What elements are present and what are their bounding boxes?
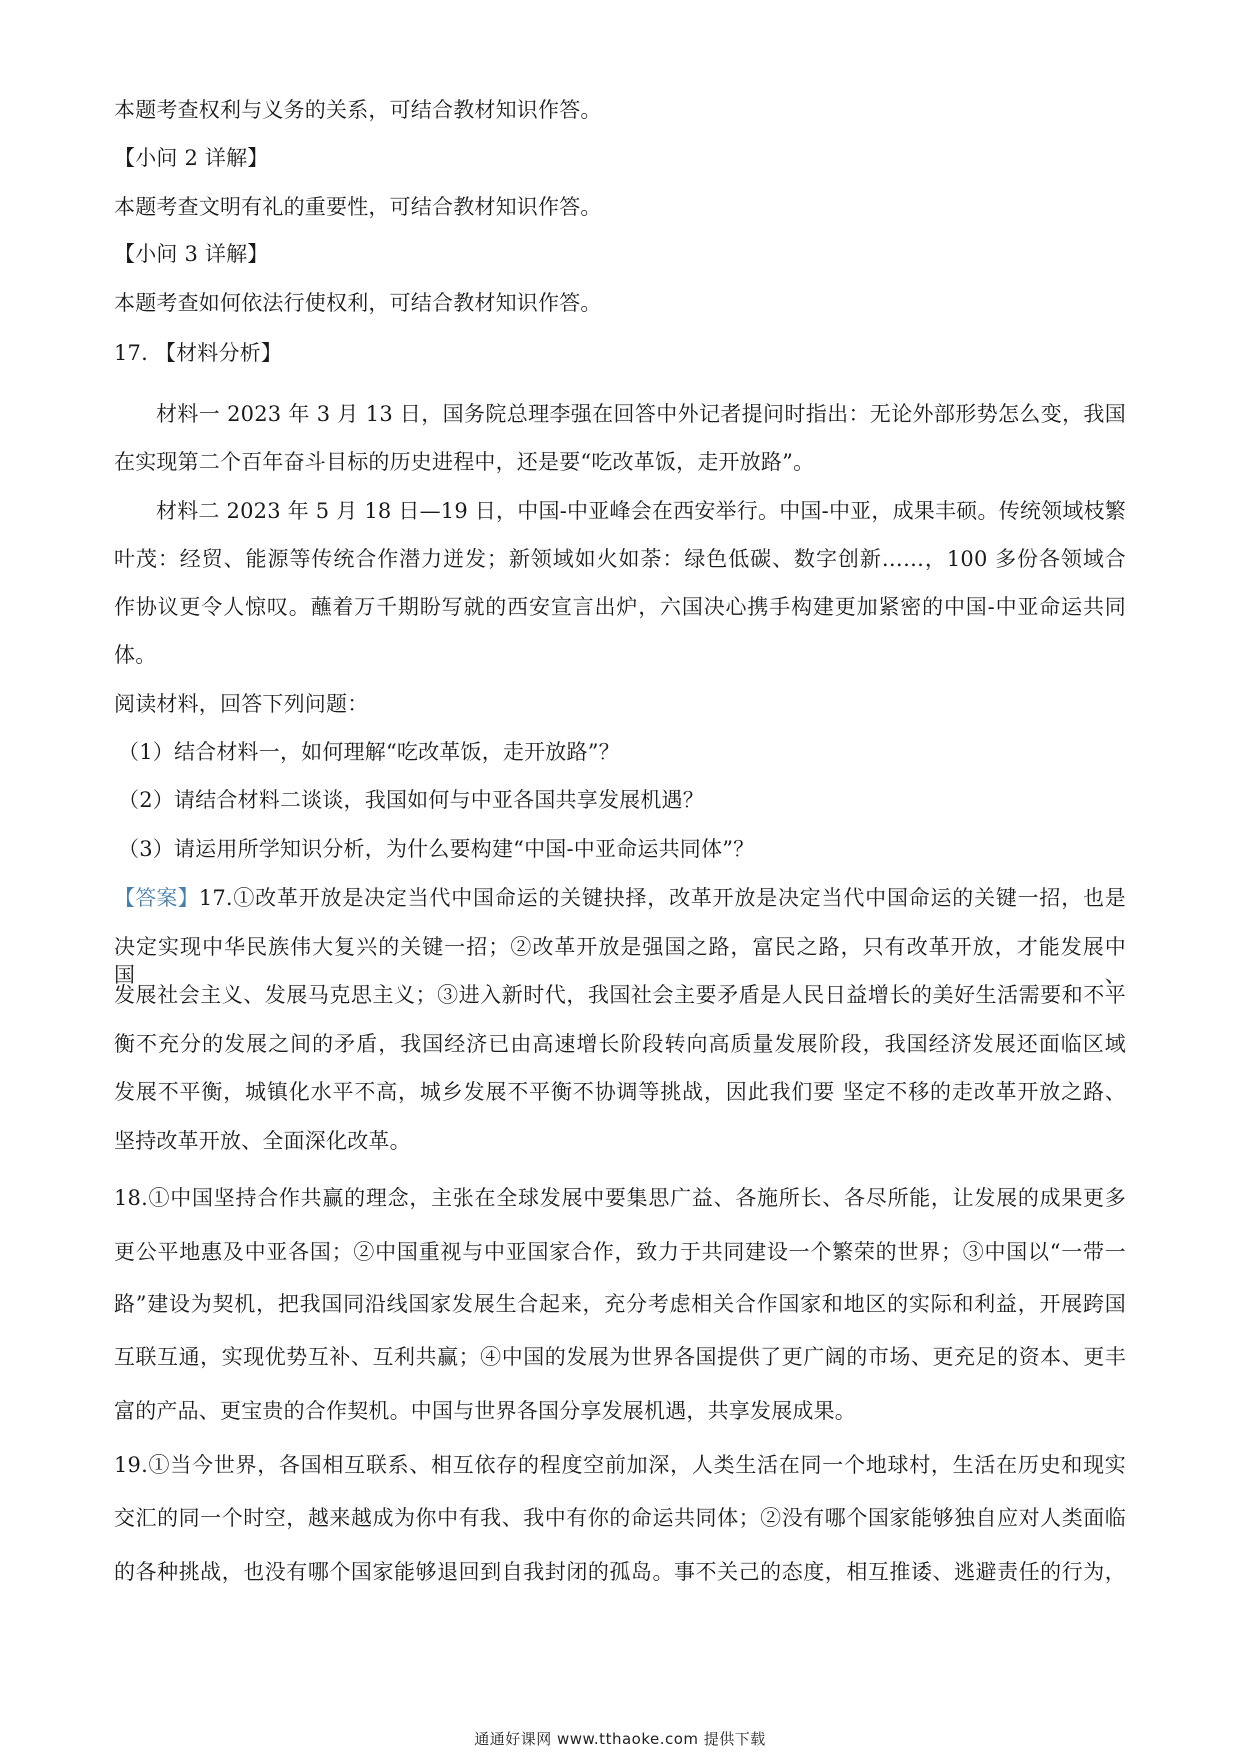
question-item: （2）请结合材料二谈谈，我国如何与中亚各国共享发展机遇？ [118,788,704,812]
material-line: 作协议更令人惊叹。蘸着万千期盼写就的西安宣言出炉，六国决心携手构建更加紧密的中国-中亚命运共同 [114,595,1126,619]
answer-line: 坚持改革开放、全面深化改革。 [114,1129,411,1153]
answer-line: 发展不平衡，城镇化水平不高，城乡发展不平衡不协调等挑战，因此我们要 坚定不移的走改革开放之路、 [114,1080,1126,1104]
answer-line: 更公平地惠及中亚各国；②中国重视与中亚国家合作，致力于共同建设一个繁荣的世界；③中国以“一带一 [114,1240,1126,1264]
answer-line [114,884,1126,912]
material-line: 叶茂：经贸、能源等传统合作潜力迸发；新领域如火如荼：绿色低碳、数字创新……，100 多份各领域合 [114,547,1126,571]
material-line: 材料一 2023 年 3 月 13 日，国务院总理李强在回答中外记者提问时指出：无论外部形势怎么变，我国 [156,402,1126,426]
answer-line: 互联互通，实现优势互补、互利共赢；④中国的发展为世界各国提供了更广阔的市场、更充足的资本、更丰 [114,1345,1126,1369]
section-heading: 【小问 2 详解】 [114,146,269,170]
question-heading: 17. 【材料分析】 [114,341,283,365]
answer-tag: 【答案】 [114,886,199,910]
answer-line: 路”建设为契机，把我国同沿线国家发展生合起来，充分考虑相关合作国家和地区的实际和利益，开展跨国 [114,1292,1126,1316]
question-item: （1）结合材料一，如何理解“吃改革饭，走开放路”？ [118,740,620,764]
answer-line: 18.①中国坚持合作共赢的理念，主张在全球发展中要集思广益、各施所长、各尽所能，让发展的成果更多 [114,1186,1126,1210]
section-heading: 【小问 3 详解】 [114,242,269,266]
question-item: （3）请运用所学知识分析，为什么要构建“中国-中亚命运共同体”？ [118,837,755,861]
paragraph-line: 本题考查如何依法行使权利，可结合教材知识作答。 [114,291,602,315]
answer-line: 发展社会主义、发展马克思主义；③进入新时代，我国社会主要矛盾是人民日益增长的美好生活需要和不平 [114,983,1126,1007]
paragraph-line: 本题考查文明有礼的重要性，可结合教材知识作答。 [114,195,602,219]
material-line: 体。 [114,643,157,667]
answer-text: 17.①改革开放是决定当代中国命运的关键抉择，改革开放是决定当代中国命运的关键一招，也是 [198,886,1126,910]
answer-line: 决定实现中华民族伟大复兴的关键一招；②改革开放是强国之路，富民之路，只有改革开放，才能发展中国、 [114,935,1126,987]
answer-line: 交汇的同一个时空，越来越成为你中有我、我中有你的命运共同体；②没有哪个国家能够独自应对人类面临 [114,1506,1126,1530]
paragraph-line: 本题考查权利与义务的关系，可结合教材知识作答。 [114,98,602,122]
answer-line: 的各种挑战，也没有哪个国家能够退回到自我封闭的孤岛。事不关己的态度，相互推诿、逃避责任的行为， [114,1560,1126,1584]
material-line: 在实现第二个百年奋斗目标的历史进程中，还是要“吃改革饭，走开放路”。 [114,450,815,474]
footer-text: 通通好课网 www.tthaoke.com 提供下载 [474,1730,766,1748]
answer-line: 富的产品、更宝贵的合作契机。中国与世界各国分享发展机遇，共享发展成果。 [114,1399,856,1423]
material-line: 材料二 2023 年 5 月 18 日—19 日，中国-中亚峰会在西安举行。中国-中亚，成果丰硕。传统领域枝繁 [156,499,1126,523]
instruction-line: 阅读材料，回答下列问题： [114,692,369,716]
answer-line: 19.①当今世界，各国相互联系、相互依存的程度空前加深，人类生活在同一个地球村，生活在历史和现实 [114,1453,1126,1477]
answer-line: 衡不充分的发展之间的矛盾，我国经济已由高速增长阶段转向高质量发展阶段，我国经济发展还面临区域 [114,1032,1126,1056]
